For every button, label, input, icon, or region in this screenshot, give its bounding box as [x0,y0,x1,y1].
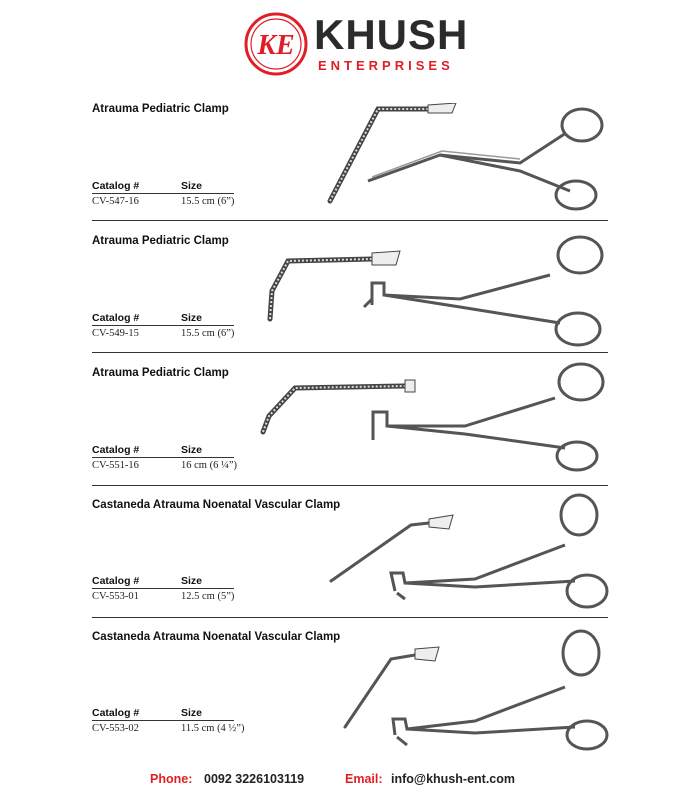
size-header: Size [181,312,203,324]
clamp-illustration [320,103,610,213]
catalog-number: CV-551-16 [92,460,139,471]
brand-subtitle: ENTERPRISES [318,58,454,73]
product-title: Atrauma Pediatric Clamp [92,367,229,379]
product-title: Atrauma Pediatric Clamp [92,103,229,115]
catalog-number: CV-553-02 [92,723,139,734]
clamp-illustration [255,362,610,477]
size-value: 15.5 cm (6”) [181,196,235,207]
catalog-header: Catalog # [92,707,140,719]
catalog-number: CV-549-15 [92,328,139,339]
product-title: Castaneda Atrauma Noenatal Vascular Clamp [92,631,341,643]
phone-label: Phone: [150,772,193,786]
size-value: 15.5 cm (6”) [181,328,235,339]
svg-text:KE: KE [257,30,295,61]
section-divider [92,617,608,618]
product-section [0,103,689,235]
catalog-number: CV-547-16 [92,196,139,207]
size-header: Size [181,180,203,192]
clamp-illustration [325,489,610,609]
footer-contact [0,772,689,792]
section-divider [92,485,608,486]
product-title: Atrauma Pediatric Clamp [92,235,229,247]
brand-logo-icon [244,12,308,76]
catalog-header: Catalog # [92,312,140,324]
section-divider [92,220,608,221]
product-section [0,235,689,367]
table-rule [92,457,234,458]
size-header: Size [181,575,203,587]
size-header: Size [181,707,203,719]
table-rule [92,193,234,194]
size-header: Size [181,444,203,456]
size-value: 16 cm (6 ¼”) [181,460,237,471]
email-label: Email: [345,772,383,786]
product-section [0,499,689,631]
phone-number[interactable]: 0092 3226103119 [204,772,305,786]
size-value: 11.5 cm (4 ½”) [181,723,245,734]
catalog-header: Catalog # [92,180,140,192]
header [0,0,689,90]
section-divider [92,352,608,353]
clamp-illustration [335,623,610,753]
clamp-illustration [260,235,610,350]
catalog-header: Catalog # [92,575,140,587]
catalog-number: CV-553-01 [92,591,139,602]
product-title: Castaneda Atrauma Noenatal Vascular Clamp [92,499,341,511]
table-rule [92,588,234,589]
brand-name: KHUSH [314,11,469,58]
table-rule [92,325,234,326]
product-section [0,367,689,499]
table-rule [92,720,234,721]
size-value: 12.5 cm (5”) [181,591,235,602]
catalog-header: Catalog # [92,444,140,456]
email-address[interactable]: info@khush-ent.com [391,772,515,786]
product-section [0,631,689,763]
